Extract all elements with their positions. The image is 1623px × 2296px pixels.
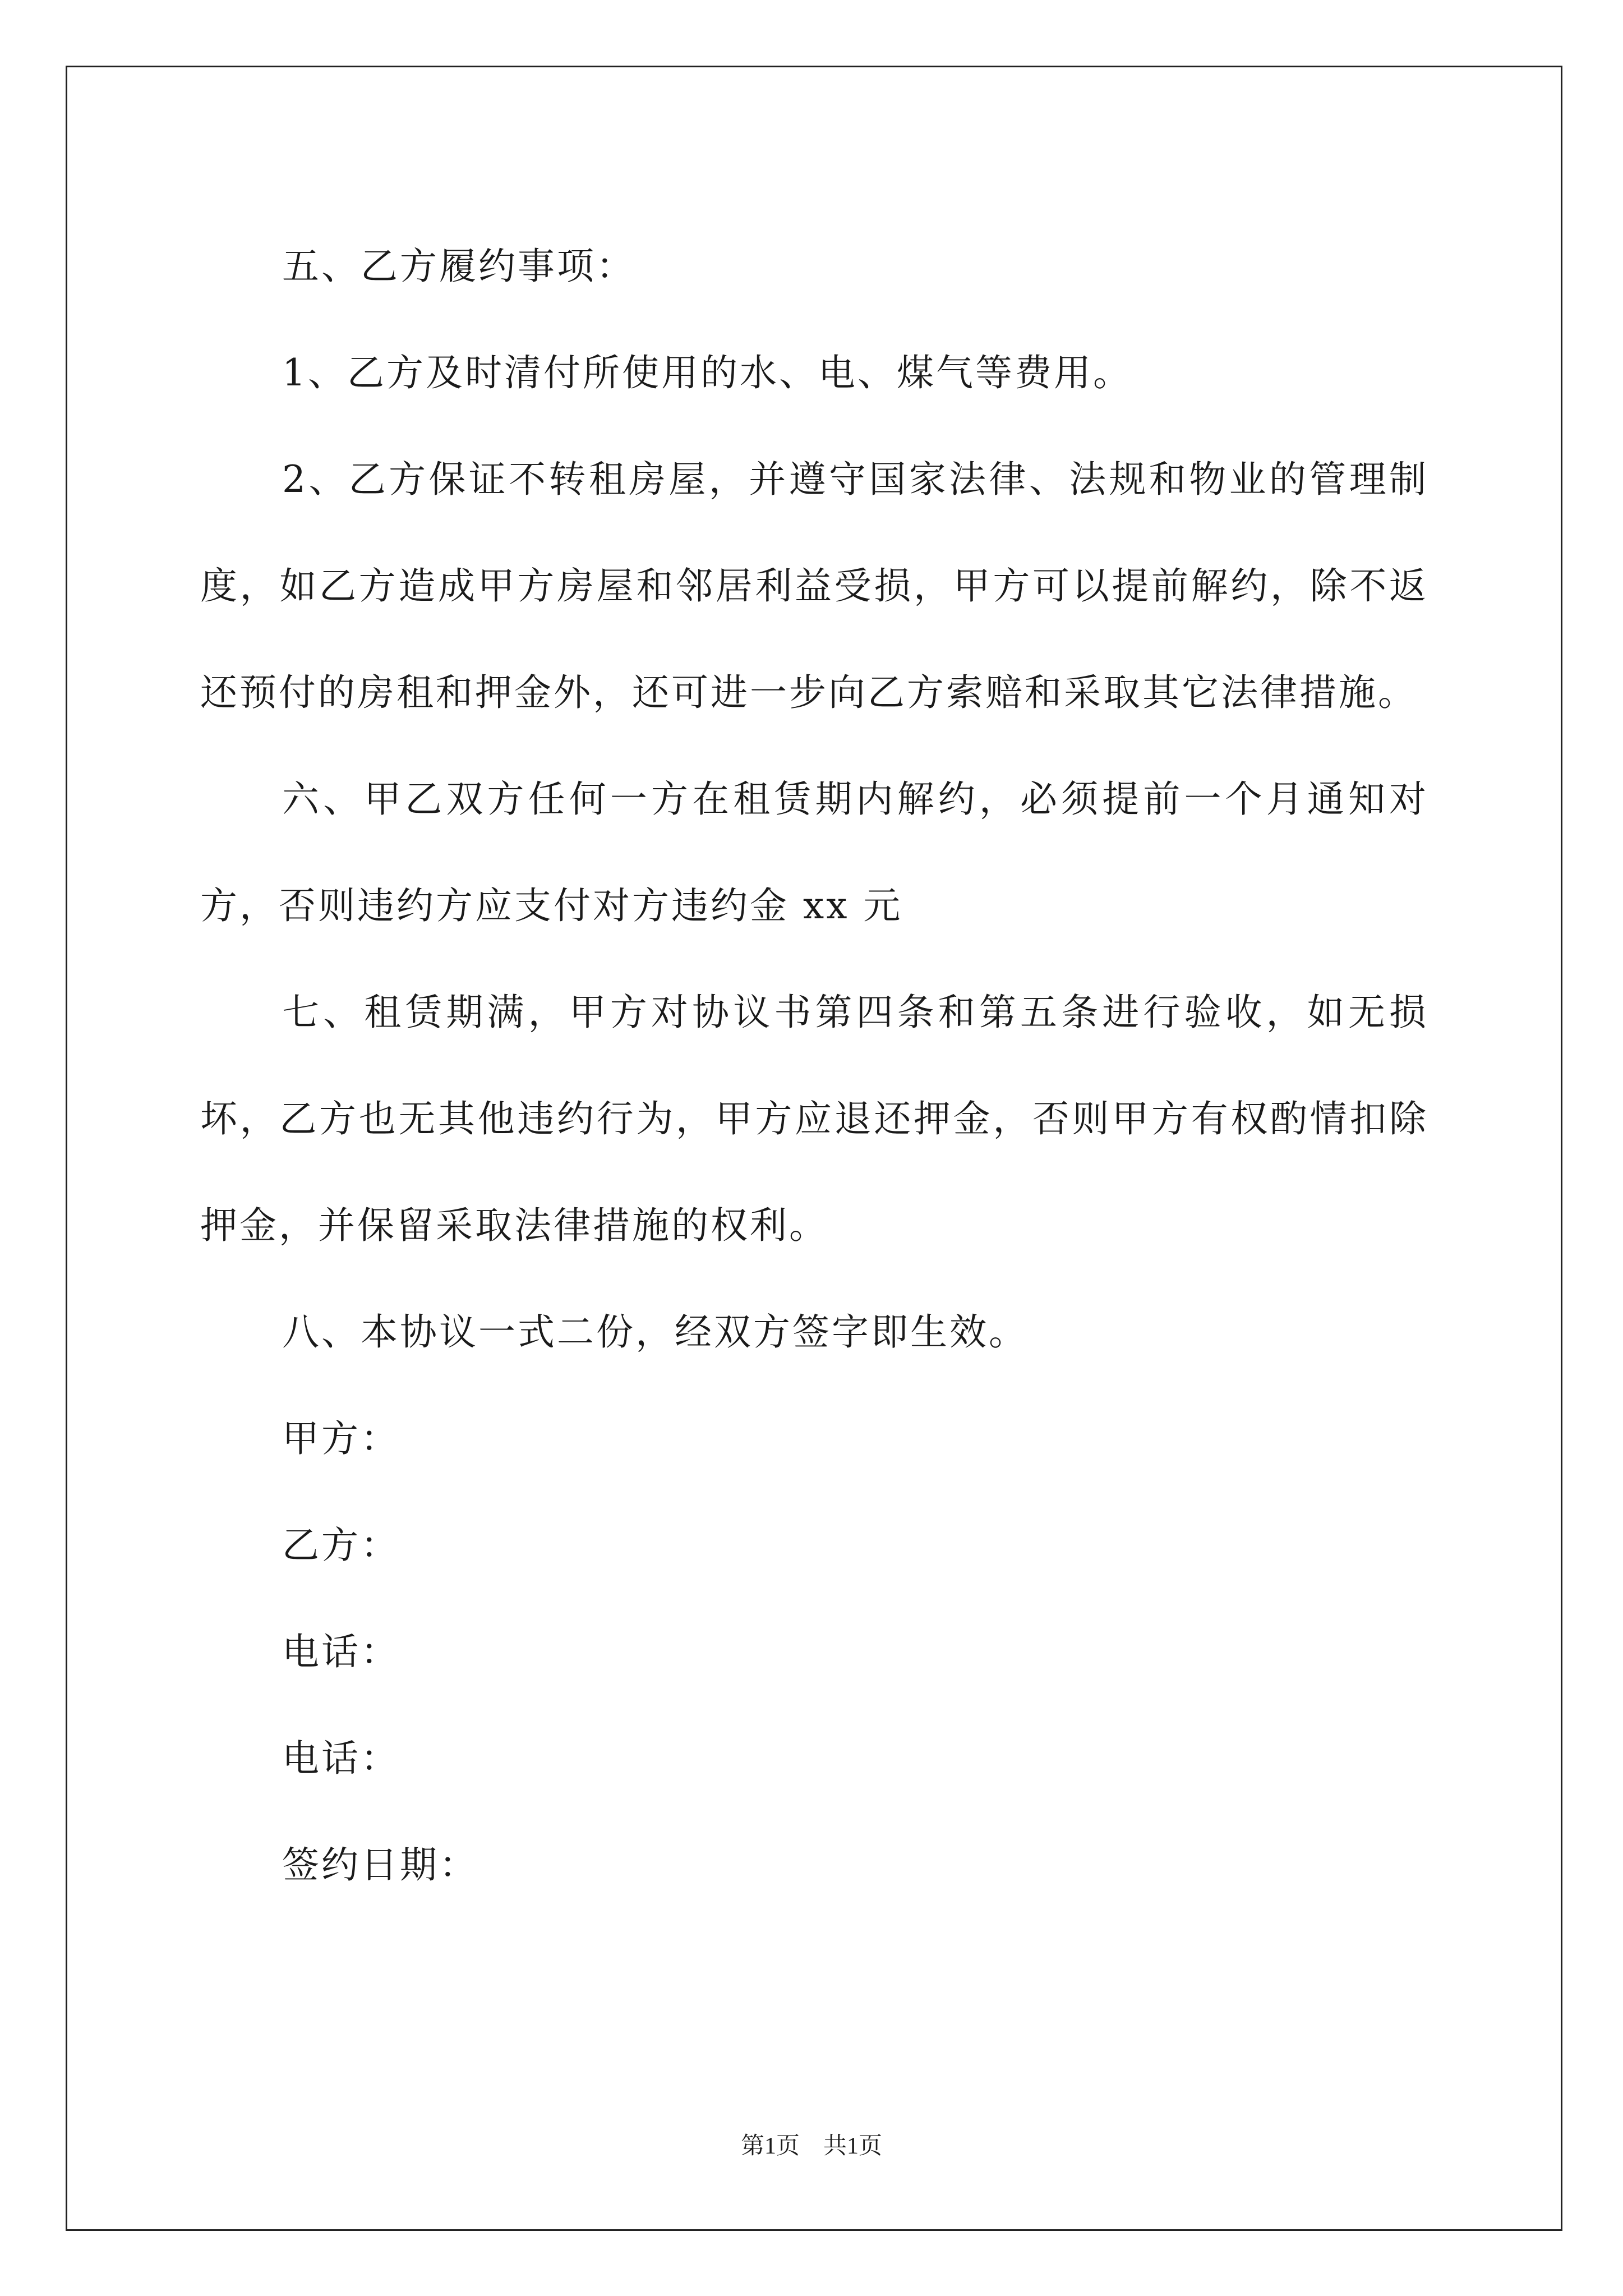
- section-5-item-2: 2、乙方保证不转租房屋，并遵守国家法律、法规和物业的管理制度，如乙方造成甲方房屋和邻居利益受损，甲方可以提前解约，除不返还预付的房租和押金外，还可进一步向乙方索赔和采取其它法律措施。: [200, 458, 1428, 714]
- current-page-number: 第1页: [740, 2133, 800, 2159]
- section-5-item-1: 1、乙方及时清付所使用的水、电、煤气等费用。: [282, 351, 1132, 394]
- document-body: [200, 213, 1428, 1918]
- phone-label-a: 电话：: [282, 1630, 400, 1673]
- section-6: 六、甲乙双方任何一方在租赁期内解约，必须提前一个月通知对方，否则违约方应支付对方违约金 xx 元: [200, 777, 1428, 927]
- section-8: 八、本协议一式二份，经双方签字即生效。: [282, 1310, 1028, 1354]
- party-a-label: 甲方：: [282, 1417, 400, 1460]
- section-5-heading: 五、乙方履约事项：: [282, 245, 635, 288]
- phone-label-b: 电话：: [282, 1737, 400, 1780]
- section-7: 七、租赁期满，甲方对协议书第四条和第五条进行验收，如无损坏，乙方也无其他违约行为，甲方应退还押金，否则甲方有权酌情扣除押金，并保留采取法律措施的权利。: [200, 991, 1428, 1247]
- party-b-label: 乙方：: [282, 1524, 400, 1567]
- sign-date-label: 签约日期：: [282, 1843, 478, 1887]
- total-page-count: 共1页: [823, 2133, 883, 2159]
- page-footer: [0, 2129, 1623, 2163]
